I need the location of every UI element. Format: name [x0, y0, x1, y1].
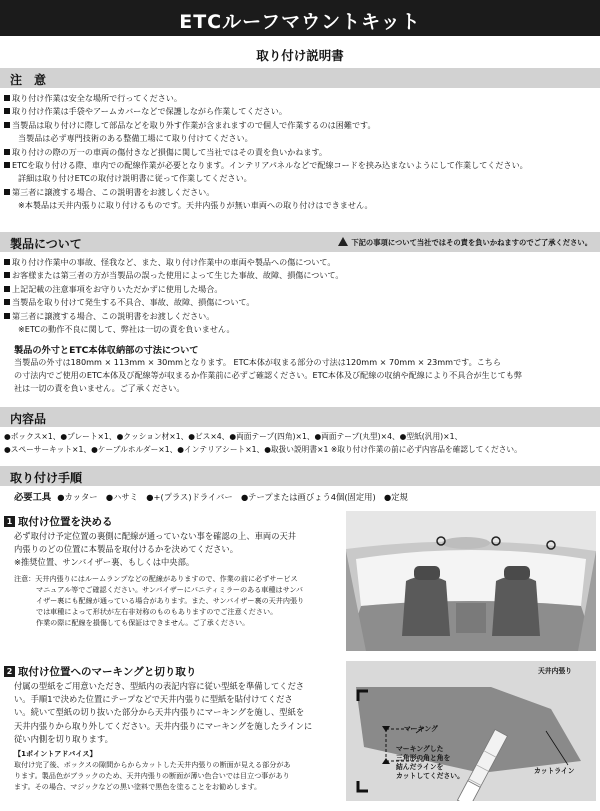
- caution-list: [4, 92, 596, 213]
- square-bullet-icon: [4, 286, 10, 292]
- square-bullet-icon: [4, 189, 10, 195]
- size-paragraph: 当製品の外寸は180mm × 113mm × 30mmとなります。 ETC本体が収まる部分の寸法は120mm × 70mm × 23mmです。こちら の寸法内でご使用のETC本体及び配線等が収まるか作業前に必ずご確認ください。ETC本体及び配線の収納や配線により不具合が生じても弊 社は一切の責を負いません。ご了承ください。: [14, 357, 523, 393]
- list-item: ※本製品は天井内張りに取り付けるものです。天井内張りが無い車両への取り付けはできません。: [18, 200, 373, 211]
- procedure-title: 取り付け手順: [10, 471, 83, 485]
- list-item: 取り付け作業は安全な場所で行ってください。: [4, 92, 596, 105]
- step2-body: 付属の型紙をご用意いただき、型紙内の表記内容に従い型紙を準備してくださ い。手順1で決めた位置にテープなどで天井内張りに型紙を貼付けてくださ い。続いて型紙の切り抜いた部分から天井内張りにマーキングを施し、型紙を 天井内張りから取り外してください。天井内張りにマーキングを施したラインに 従い内側を切り取ります。: [14, 681, 313, 744]
- step2-heading: 2 取付け位置へのマーキングと切り取り: [4, 664, 196, 679]
- list-item: 当製品は取り付けに際して部品などを取り外す作業が含まれますので個人で作業するのは困難です。: [4, 119, 596, 132]
- square-bullet-icon: [4, 162, 10, 168]
- contents-title: 内容品: [10, 412, 47, 426]
- diagram-label-marking: マーキング: [404, 725, 438, 733]
- list-item: 当製品を取り付けて発生する不具合、事故、故障、損傷について。: [4, 296, 596, 309]
- list-item: 第三者に譲渡する場合、この説明書をお渡しください。: [4, 310, 596, 323]
- step-number-badge: 1: [4, 516, 15, 527]
- contents-line: ●スペーサーキット×1、●ケーブルホルダー×1、●インテリアシート×1、●取扱い説明書×1 ※取り付け作業の前に必ず内容品を確認してください。: [4, 444, 522, 454]
- list-item: お客様または第三者の方が当製品の誤った使用によって生じた事故、故障、損傷について。: [4, 269, 596, 282]
- product-note: 下記の事項について当社ではその責を負いかねますのでご了承ください。: [338, 237, 592, 248]
- step1-heading: 1 取付け位置を決める: [4, 514, 113, 529]
- step-number-badge: 2: [4, 666, 15, 677]
- square-bullet-icon: [4, 95, 10, 101]
- list-item: 当製品は必ず専門技術のある整備工場にて取り付けてください。: [18, 133, 253, 144]
- page-subtitle: 取り付け説明書: [256, 48, 344, 63]
- diagram-label-corner: マーキングした 三角形の角と角を 結んだラインを カットしてください。: [396, 745, 464, 780]
- warning-triangle-icon: [338, 237, 348, 246]
- square-bullet-icon: [4, 272, 10, 278]
- square-bullet-icon: [4, 122, 10, 128]
- marking-diagram: [346, 661, 596, 801]
- square-bullet-icon: [4, 149, 10, 155]
- square-bullet-icon: [4, 259, 10, 265]
- step2-advice: 【1ポイントアドバイス】 取付け完了後、ボックスの隙間からからカットした天井内張りの断面が見える部分があ ります。製品色がブラックのため、天井内張りの断面が薄い色合いでは目立つ事があり ます。その場合、マジックなどの黒い塗料で黒色を塗ることをお勧めします。: [14, 749, 291, 791]
- procedure-section-header: [0, 466, 600, 486]
- list-item: 取り付けの際の万一の車両の傷付きなど損傷に関して当社ではその責を負いかねます。: [4, 146, 596, 159]
- product-title: 製品について: [10, 237, 82, 251]
- caution-title: 注 意: [10, 73, 47, 87]
- list-item: 取り付け作業は手袋やアームカバーなどで保護しながら作業してください。: [4, 105, 596, 118]
- size-heading: 製品の外寸とETC本体収納部の寸法について: [14, 345, 199, 356]
- step1-body: 必ず取付け予定位置の裏側に配線が通っていない事を確認の上、車両の天井 内張りのどの位置に本製品を取付けるかを決めてください。 ※推奨位置、サンバイザー裏、もしくは中央部。: [14, 531, 297, 568]
- tools-label: 必要工具: [14, 492, 52, 503]
- caution-section-header: [0, 68, 600, 88]
- list-item: 取り付け作業中の事故、怪我など、また、取り付け作業中の車両や製品への傷について。: [4, 256, 596, 269]
- page-title: ETCルーフマウントキット: [179, 11, 421, 33]
- diagram-label-cutline: カットライン: [534, 767, 575, 775]
- product-section-header: [0, 232, 600, 252]
- tools-line: [14, 489, 408, 503]
- list-item: ※ETCの動作不良に関して、弊社は一切の責を負いません。: [18, 324, 235, 335]
- tools-list: ●カッター ●ハサミ ●+(プラス)ドライバー ●テープまたは画びょう4個(固定用) ●定規: [57, 492, 408, 502]
- diagram-label-ceiling: 天井内張り: [538, 667, 572, 675]
- step1-note: 注意：天井内張りにはルームランプなどの配線がありますので、作業の前に必ずサービス マニュアル等でご確認ください。サンバイザーにバニティミラーのある車種はサンバ イザー裏にも配線が通っている場合があります。また、サンバイザー裏の天井内張り では車種によって形状が左右非対称のものもありますのでご注意ください。 作業の際に配線を損傷しても保証はできません。ご了承ください。: [14, 574, 305, 627]
- list-item: 詳細は取り付けETCの取付け説明書に従って作業してください。: [18, 173, 252, 184]
- list-item: 第三者に譲渡する場合、この説明書をお渡しください。: [4, 186, 596, 199]
- square-bullet-icon: [4, 108, 10, 114]
- car-interior-illustration: [346, 511, 596, 651]
- square-bullet-icon: [4, 299, 10, 305]
- contents-section-header: [0, 407, 600, 427]
- header-bar: [0, 0, 600, 36]
- car-interior-photo: [346, 511, 596, 651]
- product-list: [4, 256, 596, 336]
- list-item: 上記記載の注意事項をお守りいただかずに使用した場合。: [4, 283, 596, 296]
- template-cutting-illustration: [346, 661, 596, 801]
- list-item: ETCを取り付ける際、車内での配線作業が必要となります。インテリアパネルなどで配線コードを挟み込まないようにして作業してください。: [4, 159, 596, 172]
- contents-list: [4, 431, 596, 456]
- square-bullet-icon: [4, 313, 10, 319]
- contents-line: ●ボックス×1、●プレート×1、●クッション材×1、●ビス×4、●両面テープ(四角)×1、●両面テープ(丸型)×4、●型紙(汎用)×1、: [4, 432, 463, 441]
